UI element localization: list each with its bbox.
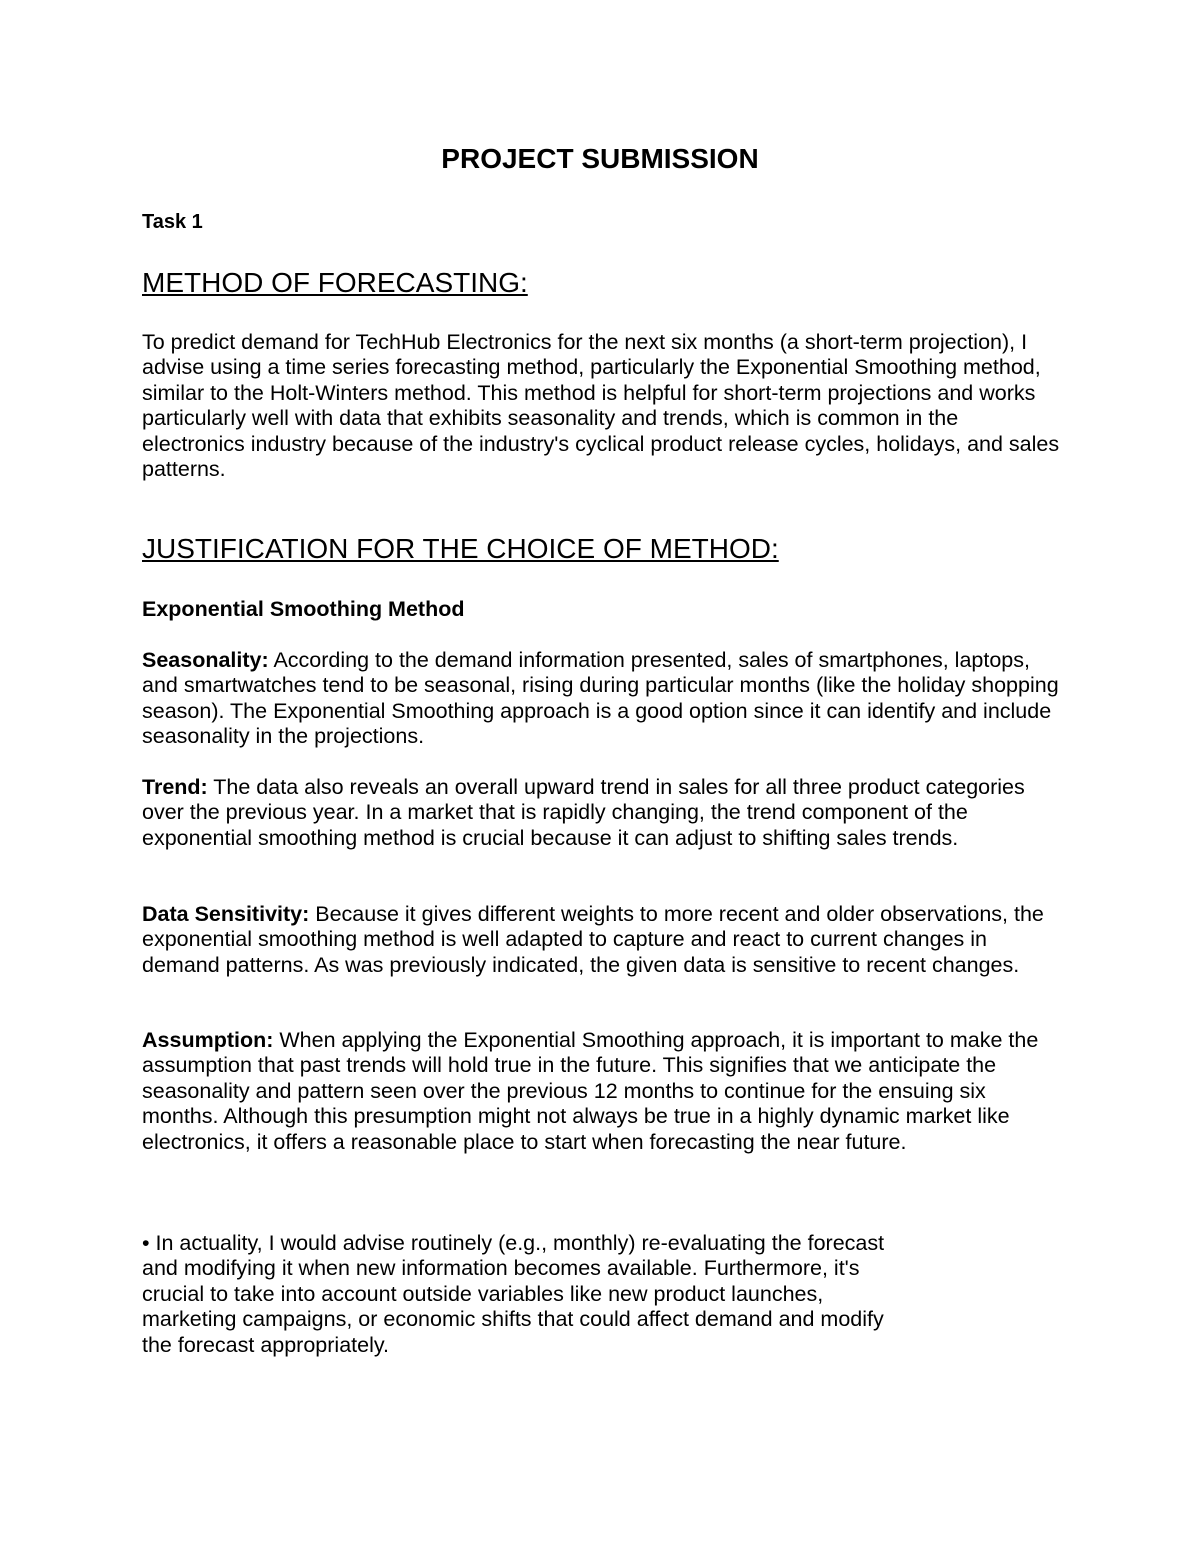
task-label: Task 1	[142, 211, 203, 233]
bullet-paragraph: • In actuality, I would advise routinely (e.g., monthly) re-evaluating the forecast and modifying it when new information becomes available. Furthermore, it's crucial to take into account outside variables like new product launches, marketing campaigns, or economic shifts that could affect demand and modify the forecast appropriately.	[142, 1231, 885, 1357]
method-paragraph: To predict demand for TechHub Electronics for the next six months (a short-term projection), I advise using a time series forecasting method, particularly the Exponential Smoothing method, similar to the Holt-Winters method. This method is helpful for short-term projections and works particularly well with data that exhibits seasonality and trends, which is common in the electronics industry because of the industry's cyclical product release cycles, holidays, and sales patterns.	[142, 330, 1060, 482]
trend-paragraph	[142, 775, 1060, 851]
trend-text: The data also reveals an overall upward trend in sales for all three product categories over the previous year. In a market that is rapidly changing, the trend component of the exponential smoothing method is crucial because it can adjust to shifting sales trends.	[142, 775, 1025, 850]
data-sensitivity-label: Data Sensitivity:	[142, 902, 310, 926]
data-sensitivity-text: Because it gives different weights to more recent and older observations, the exponential smoothing method is well adapted to capture and react to current changes in demand patterns. As was previously indicated, the given data is sensitive to recent changes.	[142, 902, 1044, 977]
data-sensitivity-paragraph	[142, 902, 1060, 978]
document-title: PROJECT SUBMISSION	[441, 143, 759, 174]
seasonality-paragraph	[142, 648, 1060, 750]
method-heading: METHOD OF FORECASTING:	[142, 267, 528, 298]
method-name-subheading: Exponential Smoothing Method	[142, 597, 465, 621]
assumption-label: Assumption:	[142, 1028, 274, 1052]
trend-label: Trend:	[142, 775, 208, 799]
justification-heading: JUSTIFICATION FOR THE CHOICE OF METHOD:	[142, 533, 779, 564]
seasonality-text: According to the demand information presented, sales of smartphones, laptops, and smartwatches tend to be seasonal, rising during particular months (like the holiday shopping season). The Exponential Smoothing approach is a good option since it can identify and include seasonality in the projections.	[142, 648, 1059, 749]
assumption-paragraph	[142, 1028, 1060, 1155]
assumption-text: When applying the Exponential Smoothing approach, it is important to make the assumption that past trends will hold true in the future. This signifies that we anticipate the seasonality and pattern seen over the previous 12 months to continue for the ensuing six months. Although this presumption might not always be true in a highly dynamic market like electronics, it offers a reasonable place to start when forecasting the near future.	[142, 1028, 1039, 1154]
seasonality-label: Seasonality:	[142, 648, 269, 672]
